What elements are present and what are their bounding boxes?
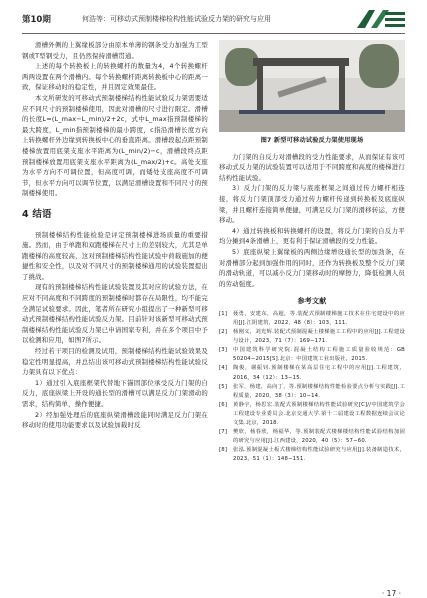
reference-text: 陶俊，谢振钊.预制楼梯在某高层住宅工程中的应用[J].工程建筑，2016，34（12）：13−15. — [233, 365, 405, 381]
frame-beam — [253, 58, 349, 66]
figure-caption: 图7 新型可移动试验反力架使用现场 — [260, 137, 364, 144]
frame-column — [339, 60, 345, 112]
journal-logo — [355, 6, 407, 32]
reference-item — [219, 401, 405, 428]
paragraph: 2）经加强处理后的底座纵梁滑槽段能同时满足反力门架在移动时的使用功能要求以及试验加载时反 — [22, 410, 208, 430]
reference-item — [219, 383, 405, 401]
reference-number: [7] — [219, 429, 228, 436]
reference-text: 聂勇，安建东，高超，等.装配式预制楼梯施工技术在住宅建设中的应用[J].江阴建筑，2022，48（8）：103，111. — [233, 310, 405, 326]
paragraph: 滑槽外侧的上翼缘板部分由原本单薄的钢条受力加强为工型钢或T型钢受力，且仍然保持滑槽贯通。 — [22, 41, 208, 60]
right-column — [219, 40, 405, 465]
paragraph: 5）底座纵梁上翼缘板的两侧边缘增设通长型的加劲条，在对滑槽部分起到加强作用的同时，还作为转换板及整个反力门架的滑动轨道，可以减小反力门架移动时的摩擦力，降低检测人员的劳动强度。 — [219, 247, 405, 288]
reference-text: 樊欣，杨春欣，杨福华，等.预制装配式楼梯楼结构性能试验结构加固的研究与应用[J].江西建设，2020，40（5）：57−60. — [233, 429, 405, 445]
references-title: 参考文献 — [297, 297, 327, 306]
reference-list — [219, 310, 405, 465]
paragraph: 4）通过转换板和转换螺杆的设置，将反力门架的自反力平均分摊到4条滑槽上，更有利于保证滑槽段的受力性能。 — [219, 226, 405, 246]
reference-item — [219, 310, 405, 328]
reference-text: 张泓.预制混凝土板式楼梯结构性能试验研究与应用[J].装备制造技术，2023，51（1）：148−151. — [233, 447, 405, 463]
reference-number: [4] — [219, 365, 228, 372]
reference-text: 中国建筑科学研究院.混凝土结构工程施工质量验收规范：GB 50204−2015[S].北京：中国建筑工业出版社，2015. — [233, 347, 405, 363]
reference-item — [219, 364, 405, 382]
reference-item — [219, 328, 405, 346]
reference-item — [219, 346, 405, 364]
page-number: · 17 · — [381, 589, 401, 598]
header-rule — [22, 33, 405, 34]
reference-text: 张军，杨建，高向丁，等.预制楼梯结构性能检验要点分析与实践[J].工程质量，2020，38（3）：10−14. — [233, 383, 405, 399]
reference-number: [2] — [219, 329, 228, 336]
reference-item — [219, 446, 405, 464]
reference-number: [6] — [219, 401, 228, 408]
reference-number: [8] — [219, 447, 228, 454]
running-title: 何浩等：可移动式预制楼梯检构性能试验反力架的研究与应用 — [82, 15, 271, 23]
reference-number: [5] — [219, 383, 228, 390]
page-header — [22, 6, 407, 32]
reference-number: [1] — [219, 310, 228, 317]
paragraph: 上述的每个转换板上的转换螺杆的数量为4，4个转换螺杆两两设置在两个滑槽内。每个转换螺杆距离转换板中心的距离一致，保证移动时的稳定性，并且固定效果最佳。 — [22, 62, 208, 92]
paragraph: 经过若干项目的检测及试用，预制楼梯结构性能试验效果及稳定性明显提高，并总结出该可移动式预制楼梯结构性能试验反力架具有以下优点： — [22, 347, 208, 377]
photo-tree — [359, 44, 399, 88]
base-rail — [239, 110, 385, 114]
reference-item — [219, 428, 405, 446]
issue-label: 第10期 — [22, 15, 51, 25]
reference-text: 黄静宇，杨思宏.装配式预制楼梯结构性能试验研究[C]//中国建筑学会工程建设专业委员会.北京交通大学.第十二届建设工程数据连续会议论文集.北京，2018. — [233, 401, 405, 427]
frame-column — [257, 60, 263, 112]
section-title: 4 结语 — [22, 208, 52, 220]
stair-specimen — [277, 76, 326, 97]
paragraph: 本文所研发的可移动式预制楼梯结构性能试验反力架需要适应不同尺寸的预制楼梯使用，因此对滑槽的尺寸进行限定。滑槽的长度L=(L_max−L_min)/2+2c，式中L_max指预制楼梯的最大跨度，L_min指预制楼梯的最小跨度，c指沿滑槽长度方向上转换螺杆外边缘到转换板中心的垂直距离。滑槽段起点距预制楼梯放置用底架支座水平距离为(L_min/2)−c，滑槽段终点距预制楼梯放置用底架支座水平距离为(L_max/2)+c。高处支座为水平方向不可调位置，但高度可调，而矮处支座高度不可调节，但水平方向可以调节位置，以满足滑槽设置和不同尺寸的预制楼梯使用。 — [22, 93, 208, 198]
paragraph: 预制楼梯结构性能检验是评定预制楼梯进场质量的重要措施。然而，由于单跑和双跑楼梯在尺寸上的差别较大，尤其是单跑楼梯的高度较高，这对预制楼梯结构性能试验中荷载施加的便捷性和安全性，以及对不同尺寸的预制楼梯通用的试验装置提出了挑战。 — [22, 230, 208, 281]
reference-text: 杨刚义，刘光辉.装配式预制混凝土楼梯施工工程中的应用[J].工程建设与设计，2023，71（7）：169−171. — [233, 329, 405, 345]
paragraph: 力门架的自反力对滑槽段的受力性能要求，从而保证有该可移动式反力架的试验装置可以适用于不同跨度和高度的楼梯进行结构性能试验。 — [219, 152, 405, 182]
figure-photo — [219, 40, 405, 132]
left-column — [22, 40, 208, 431]
photo-tree — [225, 48, 259, 86]
paragraph: 现有的预制楼梯结构性能试验装置及其对应的试验方法，在应对不同高度和不同跨度的预制楼梯时都存在局限性，均不能完全满足试验要求。因此，笔者所在研究小组提出了一种新型可移动式预制楼梯结构性能试验反力架。目前针对该新型可移动式预制楼梯结构性能试验反力架已申请国家专利，并在多个项目中予以检测和应用，如图7所示。 — [22, 283, 208, 345]
paragraph: 1）通过引入底座框架代替地下锚固部位承受反力门架的自反力，底座纵梁上开设的通长型的滑槽可以满足反力门架滑动的需求，结构简单，操作便捷。 — [22, 378, 208, 408]
reference-number: [3] — [219, 347, 228, 354]
paragraph: 3）反力门架的反力梁与底座框架之间通过传力螺杆相连接，将反力门架顶部受力通过传力螺杆传递到转换板及底座纵梁，并且螺杆连接简单便捷，可满足反力门架的滑移转运，方便移动。 — [219, 184, 405, 225]
